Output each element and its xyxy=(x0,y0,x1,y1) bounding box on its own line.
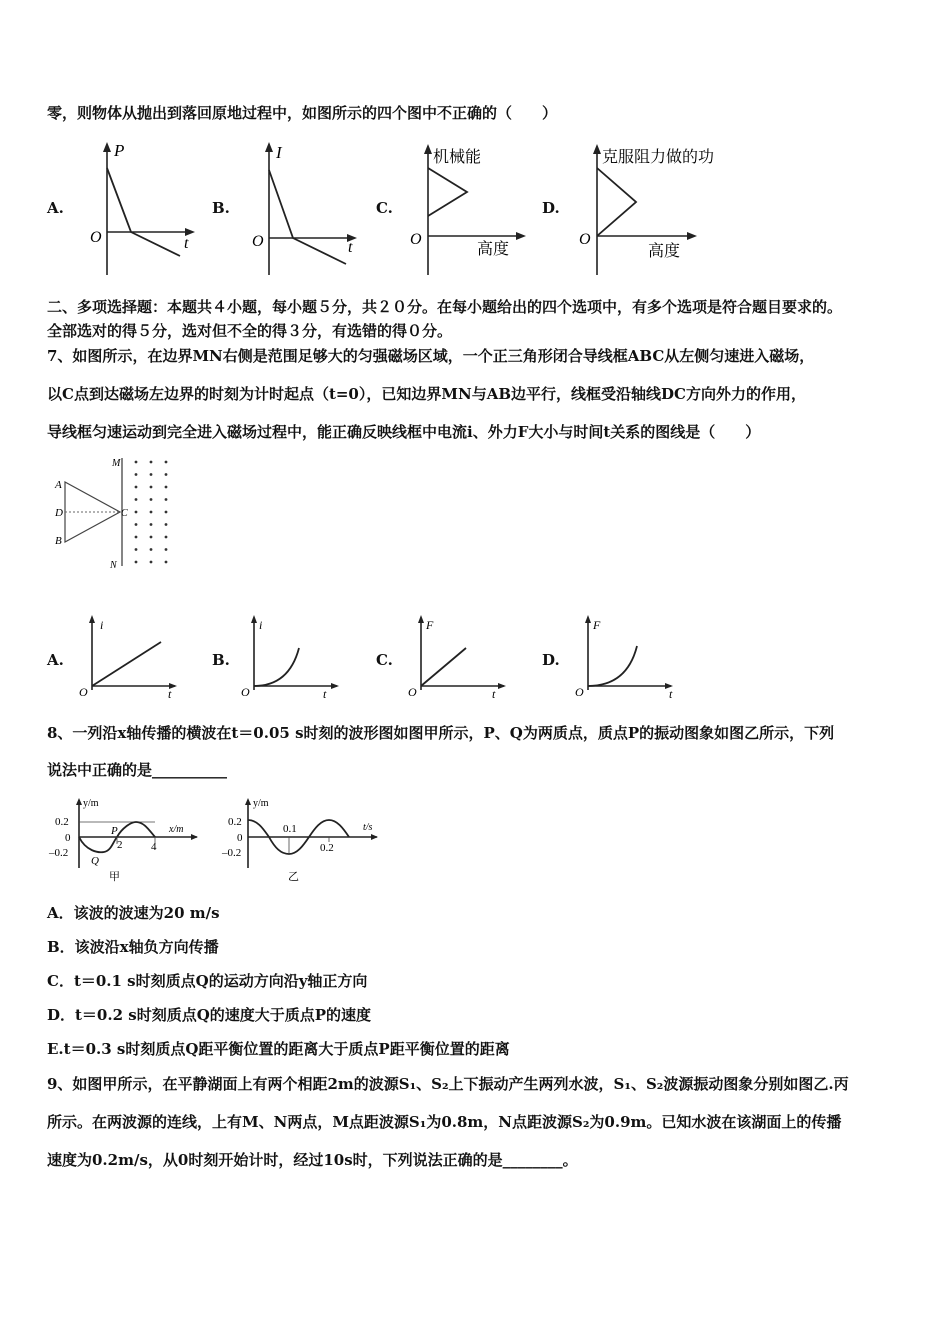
y-axis-arrow xyxy=(251,615,257,623)
y-label: i xyxy=(100,618,104,632)
y-tick-neg0.2: –0.2 xyxy=(222,847,242,859)
y-label: F xyxy=(426,618,434,632)
label-b: B xyxy=(55,535,62,547)
label-n: N xyxy=(110,560,117,571)
q6-stem: 零，则物体从抛出到落回原地过程中，如图所示的四个图中不正确的（ ） xyxy=(47,104,558,122)
curve xyxy=(588,646,637,686)
y-axis-arrow xyxy=(103,142,111,152)
q8-option-a[interactable]: A．该波的波速为20 m/s xyxy=(47,904,220,922)
field-dot xyxy=(150,561,153,564)
field-dot xyxy=(135,561,138,564)
x-axis-arrow xyxy=(331,683,339,689)
curve xyxy=(254,648,299,686)
y-axis-arrow xyxy=(418,615,424,623)
y-label: y/m xyxy=(253,798,269,809)
y-label: P xyxy=(114,141,125,160)
q7-stem-line1: 7、如图所示，在边界MN右侧是范围足够大的匀强磁场区域，一个正三角形闭合导线框ABC从左侧匀速进入磁场， xyxy=(47,347,815,365)
field-dot xyxy=(150,461,153,464)
label-d: D xyxy=(55,507,63,519)
y-tick-0.2: 0.2 xyxy=(55,816,69,828)
curve xyxy=(428,168,467,216)
q6-graph-a xyxy=(88,140,198,280)
field-dot xyxy=(165,561,168,564)
q8-option-e[interactable]: E.t＝0.3 s时刻质点Q距平衡位置的距离大于质点P距平衡位置的距离 xyxy=(47,1040,510,1058)
x-axis-arrow xyxy=(371,834,378,840)
y-axis-arrow xyxy=(585,615,591,623)
field-dot xyxy=(165,473,168,476)
q8-option-c[interactable]: C．t＝0.1 s时刻质点Q的运动方向沿y轴正方向 xyxy=(47,972,368,990)
q6-graph-c xyxy=(405,140,535,280)
y-label: 克服阻力做的功 xyxy=(602,149,715,166)
x-label: t xyxy=(492,687,496,701)
y-axis-arrow xyxy=(424,144,432,154)
y-axis-arrow xyxy=(245,798,251,805)
curve xyxy=(421,648,466,686)
field-dot xyxy=(135,523,138,526)
field-dot xyxy=(165,511,168,514)
field-dot xyxy=(135,498,138,501)
q8-figure-jia xyxy=(45,796,215,888)
x-tick-4: 4 xyxy=(151,841,157,853)
field-dot xyxy=(150,536,153,539)
q6-option-c-label[interactable]: C. xyxy=(376,199,393,217)
y-label: 机械能 xyxy=(433,149,482,166)
caption-yi: 乙 xyxy=(288,871,299,883)
x-label: t xyxy=(669,687,673,701)
x-axis-arrow xyxy=(516,232,526,240)
q6-option-d-label[interactable]: D. xyxy=(542,199,560,217)
q8-figure-yi xyxy=(222,796,395,888)
q9-stem-line3: 速度为0.2m/s，从0时刻开始计时，经过10s时，下列说法正确的是________。 xyxy=(47,1151,578,1169)
y-tick-0: 0 xyxy=(65,832,71,844)
q9-stem-line2: 所示。在两波源的连线，上有M、N两点，M点距波源S₁为0.8m，N点距波源S₂为0.9m。已知水波在该湖面上的传播 xyxy=(47,1113,842,1131)
origin-label: O xyxy=(408,685,417,699)
label-c: C xyxy=(121,508,128,519)
field-dot xyxy=(150,548,153,551)
curve xyxy=(597,168,636,236)
origin-label: O xyxy=(90,229,102,246)
y-label: y/m xyxy=(83,798,99,809)
q8-option-b[interactable]: B．该波沿x轴负方向传播 xyxy=(47,938,219,956)
y-axis-arrow xyxy=(265,142,273,152)
q6-graph-b xyxy=(250,140,360,280)
q7-graph-d xyxy=(571,612,681,702)
y-tick-neg0.2: –0.2 xyxy=(49,847,69,859)
section2-heading-line1: 二、多项选择题：本题共４小题，每小题５分，共２０分。在每小题给出的四个选项中，有多个选项是符合题目要求的。 xyxy=(47,298,843,316)
q7-graph-b xyxy=(237,612,347,702)
q7-option-a-label[interactable]: A. xyxy=(47,651,64,669)
y-axis-arrow xyxy=(89,615,95,623)
y-label: F xyxy=(593,618,601,632)
x-label: t xyxy=(168,687,172,701)
x-label: t/s xyxy=(363,822,373,833)
q7-figure xyxy=(50,452,170,577)
origin-label: O xyxy=(252,233,264,250)
field-dot xyxy=(135,473,138,476)
field-dot xyxy=(135,548,138,551)
curve xyxy=(92,642,161,686)
origin-label: O xyxy=(241,685,250,699)
y-label: I xyxy=(276,143,282,162)
x-label: t xyxy=(348,239,353,256)
magnetic-field-dots xyxy=(135,461,168,564)
field-dot xyxy=(135,536,138,539)
field-dot xyxy=(150,511,153,514)
x-label: 高度 xyxy=(648,243,681,260)
y-tick-0.2: 0.2 xyxy=(228,816,242,828)
q7-option-b-label[interactable]: B. xyxy=(212,651,230,669)
q6-graph-d xyxy=(574,140,734,280)
curve xyxy=(107,168,180,256)
field-dot xyxy=(135,486,138,489)
x-tick-2: 2 xyxy=(117,839,123,851)
q7-graph-c xyxy=(404,612,514,702)
y-tick-0: 0 xyxy=(237,832,243,844)
field-dot xyxy=(165,536,168,539)
field-dot xyxy=(165,461,168,464)
field-dot xyxy=(135,461,138,464)
x-label: t xyxy=(323,687,327,701)
section2-heading-line2: 全部选对的得５分，选对但不全的得３分，有选错的得０分。 xyxy=(47,322,453,340)
x-label: 高度 xyxy=(477,241,510,258)
origin-label: O xyxy=(579,231,591,248)
x-tick-0.2: 0.2 xyxy=(320,842,334,854)
q9-stem-line1: 9、如图甲所示，在平静湖面上有两个相距2m的波源S₁、S₂上下振动产生两列水波，S₁、S₂波源振动图象分别如图乙.丙 xyxy=(47,1075,849,1093)
point-q-label: Q xyxy=(91,855,99,867)
x-label: t xyxy=(184,235,189,252)
q8-stem-line1: 8、一列沿x轴传播的横波在t＝0.05 s时刻的波形图如图甲所示，P、Q为两质点，质点P的振动图象如图乙所示，下列 xyxy=(47,724,835,742)
field-dot xyxy=(150,486,153,489)
field-dot xyxy=(150,523,153,526)
q8-stem-line2: 说法中正确的是__________ xyxy=(47,761,228,779)
field-dot xyxy=(150,498,153,501)
point-p-label: P xyxy=(111,825,118,837)
field-dot xyxy=(150,473,153,476)
label-a: A xyxy=(55,479,62,491)
q7-stem-line3: 导线框匀速运动到完全进入磁场过程中，能正确反映线框中电流i、外力F大小与时间t关系的图线是（ ） xyxy=(47,423,761,441)
x-axis-arrow xyxy=(687,232,697,240)
origin-label: O xyxy=(410,231,422,248)
q7-option-d-label[interactable]: D. xyxy=(542,651,560,669)
q8-option-d[interactable]: D．t＝0.2 s时刻质点Q的速度大于质点P的速度 xyxy=(47,1006,372,1024)
x-tick-0.1: 0.1 xyxy=(283,823,297,835)
q6-option-b-label[interactable]: B. xyxy=(212,199,230,217)
x-axis-arrow xyxy=(191,834,198,840)
q7-stem-line2: 以C点到达磁场左边界的时刻为计时起点（t=0），已知边界MN与AB边平行，线框受沿轴线DC方向外力的作用， xyxy=(47,385,806,403)
q6-option-a-label[interactable]: A. xyxy=(47,199,64,217)
field-dot xyxy=(135,511,138,514)
curve xyxy=(269,170,346,264)
y-axis-arrow xyxy=(593,144,601,154)
q7-option-c-label[interactable]: C. xyxy=(376,651,393,669)
y-axis-arrow xyxy=(76,798,82,805)
y-label: i xyxy=(259,618,263,632)
caption-jia: 甲 xyxy=(109,871,120,883)
origin-label: O xyxy=(79,685,88,699)
field-dot xyxy=(165,486,168,489)
x-label: x/m xyxy=(169,824,184,835)
q7-graph-a xyxy=(75,612,185,702)
origin-label: O xyxy=(575,685,584,699)
field-dot xyxy=(165,498,168,501)
label-m: M xyxy=(112,458,121,469)
x-axis-arrow xyxy=(498,683,506,689)
field-dot xyxy=(165,548,168,551)
field-dot xyxy=(165,523,168,526)
